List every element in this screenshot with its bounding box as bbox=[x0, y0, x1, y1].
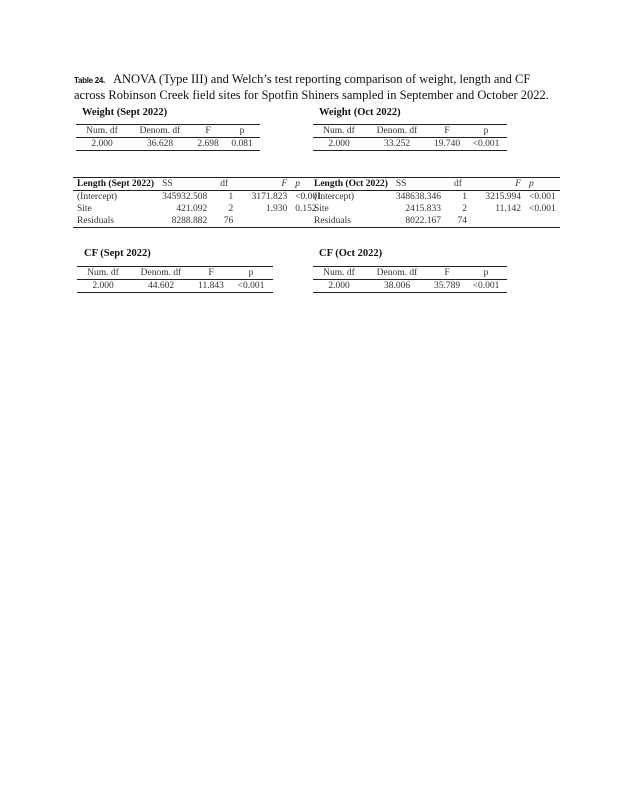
col-header: Denom. df bbox=[376, 126, 418, 136]
col-header: Denom. df bbox=[376, 268, 418, 278]
table-row bbox=[73, 203, 329, 215]
table-cell: Residuals bbox=[77, 216, 114, 226]
col-header: p bbox=[483, 268, 489, 278]
table-row bbox=[313, 280, 507, 293]
col-header: F bbox=[281, 179, 288, 189]
length-oct-title: Length (Oct 2022) bbox=[314, 179, 388, 189]
table-cell: 2.000 bbox=[328, 281, 350, 291]
table-cell: 2 bbox=[228, 204, 234, 214]
table-cell: 2.000 bbox=[328, 139, 350, 149]
table-cell: 0.081 bbox=[231, 139, 253, 149]
cf-oct-table bbox=[313, 266, 507, 293]
table-header-row bbox=[313, 267, 507, 280]
table-cell: 74 bbox=[457, 216, 468, 226]
table-label: Table 24. bbox=[74, 76, 105, 85]
col-header: p bbox=[483, 126, 489, 136]
table-cell: 33.252 bbox=[383, 139, 411, 149]
table-cell: <0.001 bbox=[529, 204, 556, 214]
col-header: p bbox=[248, 268, 254, 278]
table-cell: Residuals bbox=[314, 216, 351, 226]
table-cell: 1 bbox=[228, 192, 234, 202]
table-cell: 11.142 bbox=[495, 204, 522, 214]
table-row bbox=[310, 215, 560, 228]
cf-oct-title: CF (Oct 2022) bbox=[319, 248, 383, 259]
table-header-row bbox=[310, 178, 560, 191]
table-header-row bbox=[76, 125, 260, 138]
col-header: F bbox=[205, 126, 211, 136]
table-cell: Site bbox=[314, 204, 329, 214]
table-cell: 345932.508 bbox=[162, 192, 208, 202]
weight-oct-title: Weight (Oct 2022) bbox=[319, 107, 401, 118]
col-header: Num. df bbox=[87, 268, 119, 278]
weight-sept-title: Weight (Sept 2022) bbox=[82, 107, 168, 118]
col-header: Num. df bbox=[86, 126, 118, 136]
table-row bbox=[73, 191, 329, 204]
table-cell: 38.006 bbox=[383, 281, 411, 291]
table-cell: 3215.994 bbox=[485, 192, 522, 202]
table-cell: <0.001 bbox=[472, 281, 500, 291]
col-header: Num. df bbox=[323, 126, 355, 136]
length-sept-title: Length (Sept 2022) bbox=[77, 179, 155, 189]
col-header: p bbox=[295, 179, 300, 189]
table-cell: 0.152 bbox=[295, 204, 317, 214]
table-cell: 1.930 bbox=[265, 204, 288, 214]
table-cell: 8288.882 bbox=[171, 216, 208, 226]
table-cell: <0.001 bbox=[295, 192, 322, 202]
table-cell: 44.602 bbox=[147, 281, 175, 291]
table-cell: 1 bbox=[462, 192, 468, 202]
table-header-row bbox=[313, 125, 507, 138]
col-header: F bbox=[515, 179, 522, 189]
weight-sept-table bbox=[76, 124, 260, 151]
col-header: F bbox=[208, 268, 214, 278]
table-cell: 2.000 bbox=[91, 139, 113, 149]
caption-text: ANOVA (Type III) and Welch’s test reporting comparison of weight, length and CF across Robinson Creek field sites for Spotfin Shiners sampled in September and October 2022. bbox=[74, 72, 549, 102]
table-header-row bbox=[73, 178, 329, 191]
col-header: SS bbox=[395, 179, 407, 189]
table-cell: 3171.823 bbox=[251, 192, 288, 202]
table-cell: 421.092 bbox=[176, 204, 208, 214]
table-header-row bbox=[77, 267, 273, 280]
col-header: df bbox=[454, 179, 462, 189]
table-cell: 36.628 bbox=[146, 139, 174, 149]
table-cell: 35.789 bbox=[433, 281, 461, 291]
table-cell: 11.843 bbox=[198, 281, 224, 291]
table-row bbox=[310, 191, 560, 204]
table-cell: 2.000 bbox=[92, 281, 114, 291]
table-cell: 2.698 bbox=[197, 139, 219, 149]
col-header: Denom. df bbox=[140, 268, 182, 278]
cf-sept-table bbox=[77, 266, 273, 293]
col-header: F bbox=[444, 268, 450, 278]
table-row bbox=[73, 215, 329, 228]
col-header: Denom. df bbox=[139, 126, 181, 136]
col-header: F bbox=[444, 126, 450, 136]
table-cell bbox=[237, 215, 291, 228]
table-cell: <0.001 bbox=[237, 281, 265, 291]
table-cell: 348638.346 bbox=[395, 192, 442, 202]
table-cell bbox=[525, 215, 560, 228]
table-cell: Site bbox=[77, 204, 92, 214]
col-header: Num. df bbox=[323, 268, 355, 278]
table-row bbox=[310, 203, 560, 215]
table-cell: 76 bbox=[223, 216, 234, 226]
length-sept-table bbox=[73, 177, 329, 228]
col-header: df bbox=[220, 179, 229, 189]
table-row bbox=[77, 280, 273, 293]
table-cell: (Intercept) bbox=[77, 192, 118, 202]
table-caption bbox=[74, 72, 554, 102]
cf-sept-title: CF (Sept 2022) bbox=[84, 248, 151, 259]
table-row bbox=[76, 138, 260, 151]
table-cell: <0.001 bbox=[529, 192, 556, 202]
table-cell: (Intercept) bbox=[314, 192, 355, 202]
table-cell: 19.740 bbox=[433, 139, 461, 149]
table-row bbox=[313, 138, 507, 151]
col-header: p bbox=[529, 179, 534, 189]
table-cell: <0.001 bbox=[472, 139, 500, 149]
table-cell bbox=[471, 215, 525, 228]
col-header: SS bbox=[162, 179, 173, 189]
length-oct-table bbox=[310, 177, 560, 228]
weight-oct-table bbox=[313, 124, 507, 151]
table-cell: 2415.833 bbox=[405, 204, 442, 214]
table-cell: 8022.167 bbox=[405, 216, 442, 226]
col-header: p bbox=[239, 126, 245, 136]
table-cell: 2 bbox=[462, 204, 468, 214]
